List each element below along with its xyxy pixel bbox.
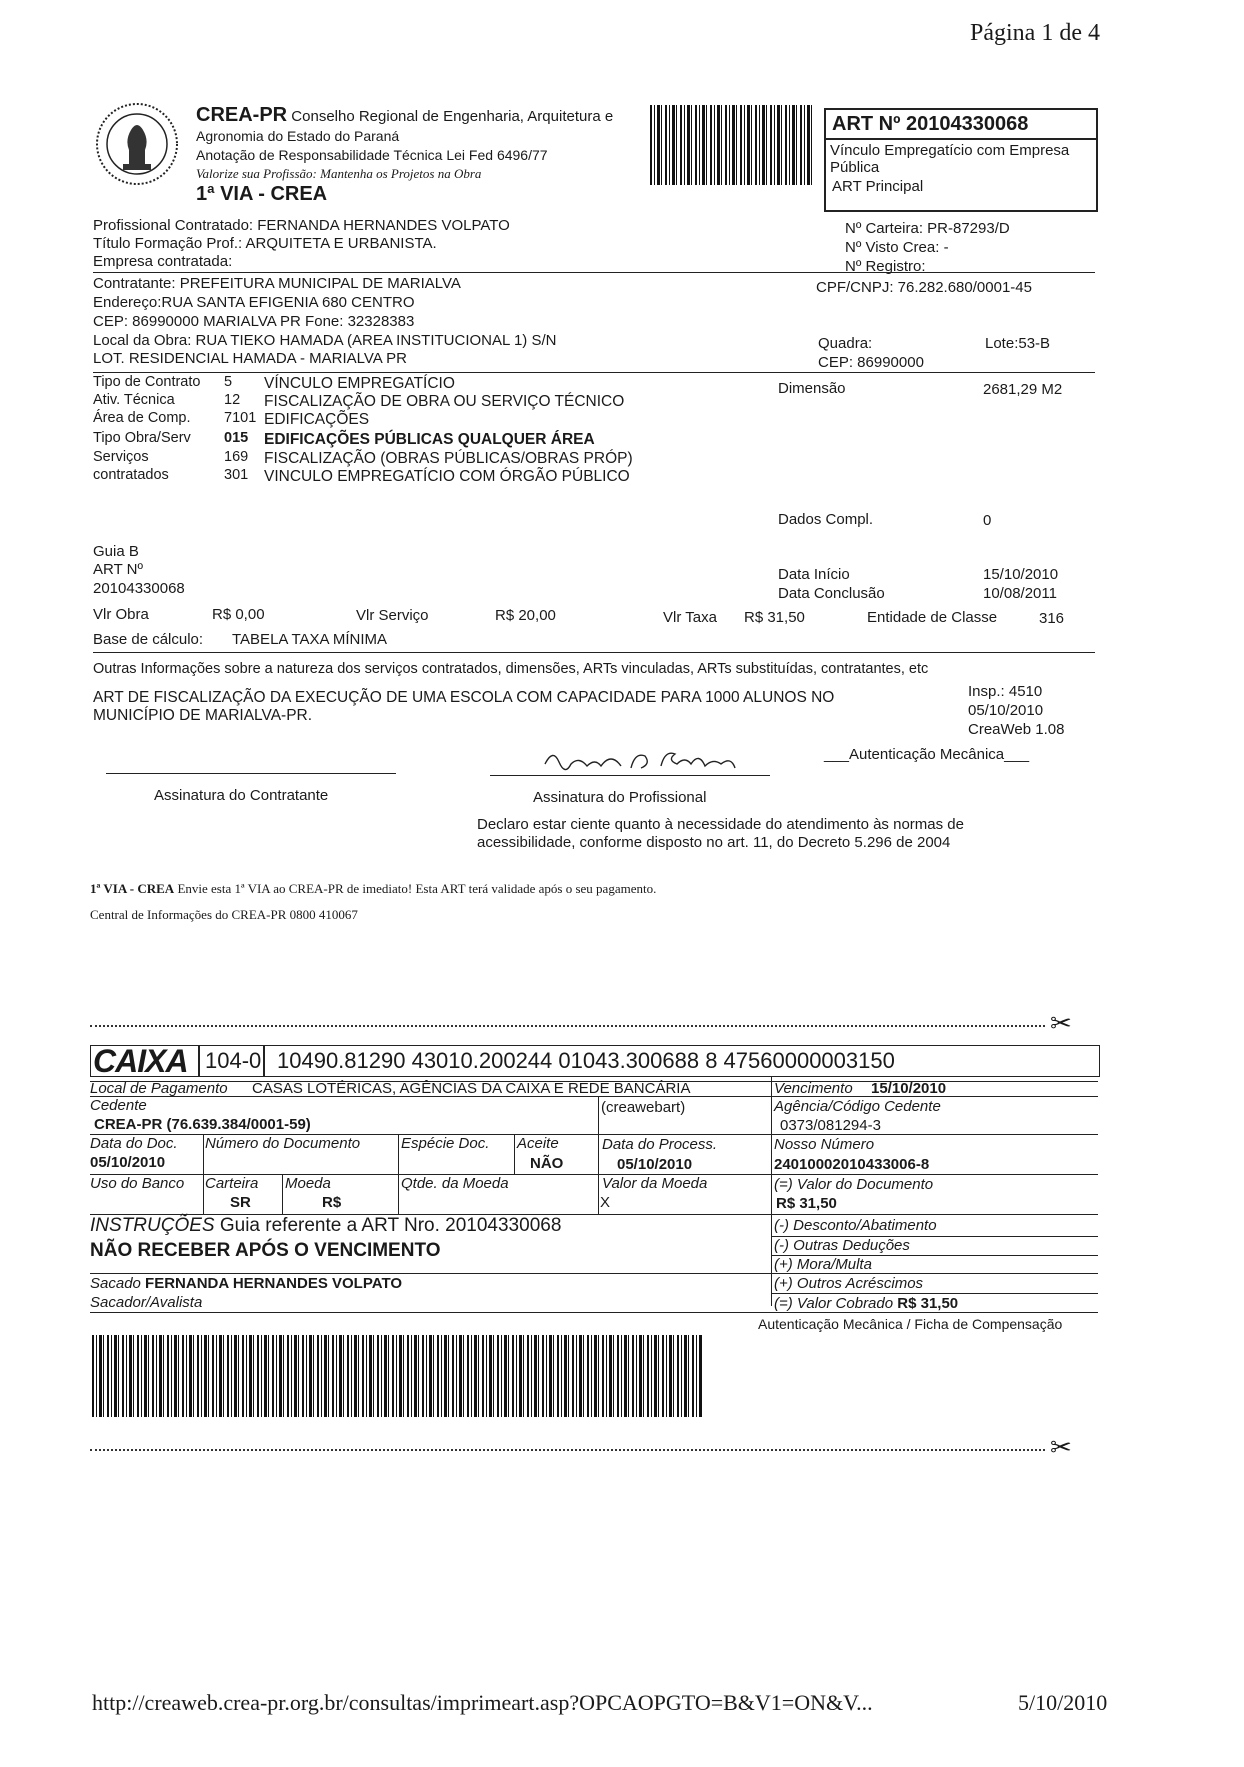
divider (263, 1046, 265, 1076)
emission-date: 05/10/2010 (968, 702, 1044, 719)
contract-row-description: VINCULO EMPREGATÍCIO COM ÓRGÃO PÚBLICO (264, 468, 630, 485)
contract-row-code: 5 (224, 374, 233, 390)
outras-informacoes-heading: Outras Informações sobre a natureza dos serviços contratados, dimensões, ARTs vinculadas, ARTs substituídas, contratantes, etc (93, 661, 929, 677)
vlr-servico-label: Vlr Serviço (356, 607, 429, 624)
contract-row-label: contratados (93, 467, 169, 483)
inspetoria: Insp.: 4510 (968, 683, 1043, 700)
sacado-label: Sacado (90, 1275, 141, 1292)
entidade-value: 316 (1039, 610, 1065, 627)
contract-row-code: 12 (224, 392, 241, 408)
autenticacao-ficha: Autenticação Mecânica / Ficha de Compensação (758, 1316, 1063, 1332)
valor-documento-value: R$ 31,50 (776, 1195, 837, 1212)
divider (203, 1134, 204, 1214)
cut-line (90, 1449, 1045, 1451)
data-inicio-value: 15/10/2010 (983, 566, 1059, 583)
instrucoes-label: INSTRUÇÕES (90, 1215, 215, 1236)
art-barcode (650, 105, 815, 185)
declaro-line1: Declaro estar ciente quanto à necessidade do atendimento às normas de (477, 816, 964, 833)
divider (771, 1077, 772, 1306)
aceite-label: Aceite (517, 1135, 559, 1152)
dimensao-label: Dimensão (778, 380, 846, 397)
local-obra: Local da Obra: RUA TIEKO HAMADA (AREA INSTITUCIONAL 1) S/N (93, 332, 557, 349)
vlr-taxa-label: Vlr Taxa (663, 609, 717, 626)
cep-contratante: CEP: 86990000 MARIALVA PR Fone: 32328383 (93, 313, 415, 330)
vencimento-label: Vencimento (774, 1080, 853, 1097)
org-line3: Anotação de Responsabilidade Técnica Lei Fed 6496/77 (196, 147, 548, 163)
contract-row-code: 301 (224, 467, 249, 483)
uso-banco-label: Uso do Banco (90, 1175, 185, 1192)
art-type-line3: ART Principal (832, 178, 924, 195)
valor-moeda-value: X (600, 1194, 611, 1211)
instrucoes-text: Guia referente a ART Nro. 20104330068 (219, 1215, 562, 1236)
valor-cobrado (774, 1295, 958, 1312)
data-conclusao-label: Data Conclusão (778, 585, 885, 602)
signature-line-contratante (106, 773, 396, 774)
divider (514, 1134, 515, 1174)
contract-row-description: EDIFICAÇÕES PÚBLICAS QUALQUER ÁREA (264, 431, 595, 448)
numero-carteira: Nº Carteira: PR-87293/D (845, 220, 1010, 237)
divider (398, 1134, 399, 1214)
divider (90, 1273, 1098, 1274)
moeda-label: Moeda (285, 1175, 331, 1192)
moeda-value: R$ (322, 1194, 342, 1211)
contract-row-label: Serviços (93, 449, 149, 465)
header-org (196, 104, 613, 127)
divider (771, 1293, 1098, 1294)
declaro-line2: acessibilidade, conforme disposto no art. 11, do Decreto 5.296 de 2004 (477, 834, 951, 851)
endereco: Endereço:RUA SANTA EFIGENIA 680 CENTRO (93, 294, 415, 311)
contract-row-label: Área de Comp. (93, 410, 191, 426)
data-processamento-label: Data do Process. (602, 1136, 718, 1153)
data-processamento-value: 05/10/2010 (617, 1156, 693, 1173)
data-doc-label: Data do Doc. (90, 1135, 178, 1152)
bank-code: 104-0 (205, 1048, 262, 1073)
vencimento-value: 15/10/2010 (871, 1080, 947, 1097)
qtde-moeda-label: Qtde. da Moeda (401, 1175, 509, 1192)
nosso-numero-value: 24010002010433006-8 (774, 1156, 930, 1173)
cut-line (90, 1025, 1045, 1027)
handwritten-signature (535, 742, 765, 778)
agencia-label: Agência/Código Cedente (774, 1098, 941, 1115)
slogan: Valorize sua Profissão: Mantenha os Projetos na Obra (196, 166, 482, 181)
numero-registro: Nº Registro: (845, 258, 926, 275)
numero-documento-label: Número do Documento (205, 1135, 361, 1152)
page-number: Página 1 de 4 (970, 20, 1100, 46)
divider (282, 1174, 283, 1214)
art-box (824, 108, 1098, 212)
lote: Lote:53-B (985, 335, 1051, 352)
valor-moeda-label: Valor da Moeda (602, 1175, 708, 1192)
data-conclusao-value: 10/08/2011 (983, 585, 1057, 602)
contract-row-description: FISCALIZAÇÃO (OBRAS PÚBLICAS/OBRAS PRÓP) (264, 450, 633, 467)
valor-cobrado-label: (=) Valor Cobrado (774, 1295, 894, 1312)
vlr-servico-value: R$ 20,00 (495, 607, 556, 624)
art-type-line1: Vínculo Empregatício com Empresa (830, 142, 1070, 159)
creaweb-version: CreaWeb 1.08 (968, 721, 1065, 738)
base-calculo-label: Base de cálculo: (93, 631, 204, 648)
divider (90, 1312, 1098, 1313)
dimensao-value: 2681,29 M2 (983, 381, 1063, 398)
instrucoes (90, 1215, 561, 1237)
loteamento: LOT. RESIDENCIAL HAMADA - MARIALVA PR (93, 350, 407, 367)
sacador-avalista-label: Sacador/Avalista (90, 1294, 203, 1311)
dados-compl-value: 0 (983, 512, 992, 529)
org-short: CREA-PR (196, 104, 288, 126)
crea-seal-logo (93, 100, 181, 188)
print-date: 5/10/2010 (1018, 1690, 1108, 1715)
data-inicio-label: Data Início (778, 566, 850, 583)
contract-row-code: 169 (224, 449, 249, 465)
profissional-contratado: Profissional Contratado: FERNANDA HERNANDES VOLPATO (93, 217, 510, 234)
art-no-label: ART Nº (93, 561, 143, 578)
valor-documento-label: (=) Valor do Documento (774, 1176, 934, 1193)
boleto-header (90, 1045, 1100, 1077)
contract-row-label: Tipo de Contrato (93, 374, 201, 390)
local-pagamento-label: Local de Pagamento (90, 1080, 228, 1097)
art-number: ART Nº 20104330068 (826, 110, 1096, 140)
divider (93, 372, 1095, 373)
divider (598, 1134, 599, 1214)
cep-obra: CEP: 86990000 (818, 354, 924, 371)
nao-receber: NÃO RECEBER APÓS O VENCIMENTO (90, 1240, 441, 1261)
contratante: Contratante: PREFEITURA MUNICIPAL DE MARIALVA (93, 275, 461, 292)
org-line1: Conselho Regional de Engenharia, Arquitetura e (291, 108, 614, 125)
creawebart: (creawebart) (601, 1099, 686, 1116)
vlr-taxa-value: R$ 31,50 (744, 609, 805, 626)
via-label: 1ª VIA - CREA (196, 183, 328, 205)
outras-informacoes-text1: ART DE FISCALIZAÇÃO DA EXECUÇÃO DE UMA ESCOLA COM CAPACIDADE PARA 1000 ALUNOS NO (93, 689, 835, 706)
contract-row-label: Ativ. Técnica (93, 392, 175, 408)
carteira-label: Carteira (205, 1175, 259, 1192)
sacado (90, 1275, 402, 1292)
contract-row-label: Tipo Obra/Serv (93, 430, 191, 446)
vlr-obra-label: Vlr Obra (93, 606, 149, 623)
caixa-logo: CAIXA (93, 1043, 188, 1079)
aceite-value: NÃO (530, 1155, 564, 1172)
empresa-contratada: Empresa contratada: (93, 253, 233, 270)
divider (598, 1097, 599, 1134)
dados-compl-label: Dados Compl. (778, 511, 874, 528)
nosso-numero-label: Nosso Número (774, 1136, 875, 1153)
linha-digitavel: 10490.81290 43010.200244 01043.300688 8 47560000003150 (277, 1048, 895, 1073)
divider (198, 1046, 200, 1076)
contract-row-code: 015 (224, 430, 249, 446)
assinatura-contratante-label: Assinatura do Contratante (154, 787, 329, 804)
cedente-value: CREA-PR (76.639.384/0001-59) (94, 1116, 311, 1133)
assinatura-profissional-label: Assinatura do Profissional (533, 789, 707, 806)
print-url: http://creaweb.crea-pr.org.br/consultas/imprimeart.asp?OPCAOPGTO=B&V1=ON&V... (92, 1690, 873, 1715)
especie-doc-label: Espécie Doc. (401, 1135, 490, 1152)
sacado-value: FERNANDA HERNANDES VOLPATO (145, 1275, 403, 1292)
outras-deducoes-label: (-) Outras Deduções (774, 1237, 910, 1254)
central-informacoes: Central de Informações do CREA-PR 0800 410067 (90, 907, 358, 922)
valor-cobrado-value: R$ 31,50 (897, 1295, 959, 1312)
divider (93, 272, 1095, 273)
agencia-value: 0373/081294-3 (780, 1117, 881, 1134)
org-line2: Agronomia do Estado do Paraná (196, 128, 400, 144)
art-type-line2: Pública (830, 159, 880, 176)
boleto-barcode (92, 1335, 702, 1417)
contract-row-description: VÍNCULO EMPREGATÍCIO (264, 375, 455, 392)
base-calculo-value: TABELA TAXA MÍNIMA (232, 631, 388, 648)
quadra: Quadra: (818, 335, 873, 352)
scissors-icon: ✂ (1050, 1432, 1072, 1462)
titulo-formacao: Título Formação Prof.: ARQUITETA E URBANISTA. (93, 235, 437, 252)
local-pagamento-value: CASAS LOTÉRICAS, AGÊNCIAS DA CAIXA E REDE BANCÁRIA (252, 1080, 691, 1097)
cpf-cnpj: CPF/CNPJ: 76.282.680/0001-45 (816, 279, 1032, 296)
cedente-label: Cedente (90, 1097, 147, 1114)
mora-multa-label: (+) Mora/Multa (774, 1256, 872, 1273)
vlr-obra-value: R$ 0,00 (212, 606, 265, 623)
divider (93, 652, 1095, 653)
visto-crea: Nº Visto Crea: - (845, 239, 949, 256)
contract-row-description: FISCALIZAÇÃO DE OBRA OU SERVIÇO TÉCNICO (264, 393, 625, 410)
outras-informacoes-text2: MUNICÍPIO DE MARIALVA-PR. (93, 707, 313, 724)
guia: Guia B (93, 543, 139, 560)
entidade-label: Entidade de Classe (867, 609, 998, 626)
via-note-bold: 1ª VIA - CREA (90, 881, 175, 896)
carteira-value: SR (230, 1194, 251, 1211)
scissors-icon: ✂ (1050, 1008, 1072, 1038)
desconto-label: (-) Desconto/Abatimento (774, 1217, 937, 1234)
contract-row-description: EDIFICAÇÕES (264, 411, 370, 428)
via-note (90, 881, 656, 897)
via-note-rest: Envie esta 1ª VIA ao CREA-PR de imediato! Esta ART terá validade após o seu pagamento. (177, 881, 657, 896)
art-no-value: 20104330068 (93, 580, 185, 597)
autenticacao-mecanica: ___Autenticação Mecânica___ (824, 746, 1030, 763)
outros-acrescimos-label: (+) Outros Acréscimos (774, 1275, 924, 1292)
contract-row-code: 7101 (224, 410, 257, 426)
data-doc-value: 05/10/2010 (90, 1154, 166, 1171)
